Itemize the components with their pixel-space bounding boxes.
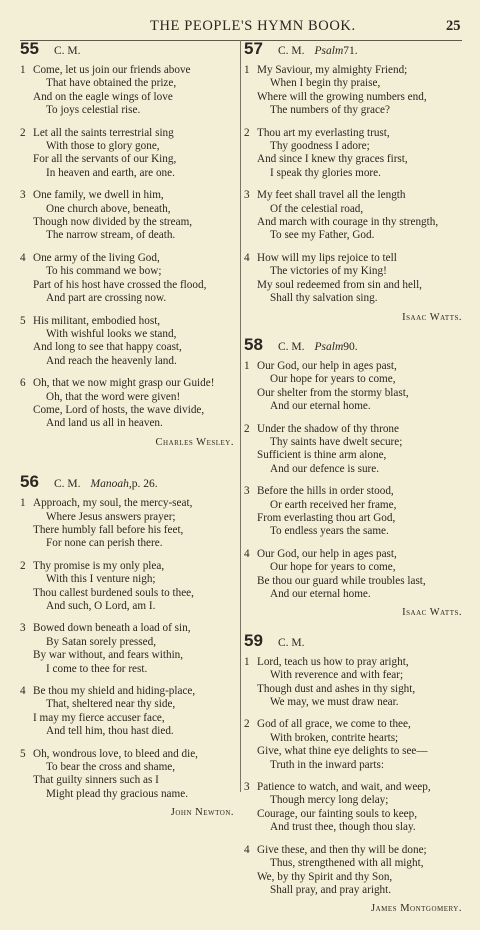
stanza-number: 3	[20, 189, 26, 202]
verse-line	[20, 774, 238, 787]
verse-line	[244, 423, 466, 436]
verse-line	[20, 140, 238, 153]
hymn-59	[244, 630, 466, 916]
verse-line	[20, 725, 238, 738]
verse-line	[244, 292, 466, 305]
verse-text: Though dust and ashes in thy sight,	[257, 682, 416, 695]
stanza	[244, 127, 466, 181]
stanza	[244, 718, 466, 772]
verse-text: Approach, my soul, the mercy-seat,	[33, 497, 193, 510]
verse-text: Oh, wondrous love, to bleed and die,	[33, 747, 198, 760]
hymn-55	[20, 39, 238, 449]
verse-text: One army of the living God,	[33, 251, 160, 264]
verse-text: By Satan sorely pressed,	[46, 635, 156, 648]
verse-text: Thou art my everlasting trust,	[257, 126, 390, 139]
verse-text: Oh, that the word were given!	[46, 390, 181, 403]
stanza-number: 4	[20, 685, 26, 698]
verse-line	[244, 575, 466, 588]
verse-text: My soul redeemed from sin and hell,	[257, 278, 422, 291]
verse-text: Our God, our help in ages past,	[257, 359, 397, 372]
verse-text: Under the shadow of thy throne	[257, 422, 399, 435]
verse-text: The victories of my King!	[270, 265, 387, 278]
hymn-heading	[20, 472, 238, 497]
verse-line	[244, 759, 466, 772]
stanza-number: 3	[244, 485, 250, 498]
stanza-number: 5	[20, 314, 26, 327]
verse-line	[20, 600, 238, 613]
verse-line	[20, 341, 238, 354]
verse-text: Come, let us join our friends above	[33, 64, 191, 76]
verse-text: Bowed down beneath a load of sin,	[33, 622, 191, 635]
verse-text: Our hope for years to come,	[270, 373, 396, 386]
verse-line	[20, 292, 238, 305]
hymn-tune-ref: 71.	[343, 45, 358, 57]
stanza	[20, 252, 238, 306]
verse-text: The numbers of thy grace?	[270, 104, 390, 117]
verse-line	[244, 77, 466, 90]
verse-text: That have obtained the prize,	[46, 77, 177, 90]
verse-text: Give, what thine eye delights to see—	[257, 745, 428, 758]
hymn-author: John Newton.	[170, 807, 234, 819]
verse-line	[20, 64, 238, 77]
stanza	[244, 360, 466, 414]
hymn-meter: C. M.	[278, 340, 305, 353]
verse-line	[20, 761, 238, 774]
verse-line	[20, 265, 238, 278]
verse-text: And since I knew thy graces first,	[257, 153, 408, 166]
hymn-tune: Psalm	[314, 340, 344, 353]
verse-line	[244, 561, 466, 574]
stanza	[20, 377, 238, 431]
verse-text: Our hope for years to come,	[270, 561, 396, 574]
verse-text: My feet shall travel all the length	[257, 189, 406, 202]
stanza	[20, 622, 238, 676]
verse-text: With those to glory gone,	[46, 140, 160, 153]
stanza	[20, 315, 238, 369]
hymn-meter: C. M.	[54, 45, 81, 57]
verse-text: One family, we dwell in him,	[33, 189, 164, 202]
column-divider	[240, 40, 241, 792]
stanza	[244, 844, 466, 898]
verse-text: And land us all in heaven.	[46, 417, 163, 430]
stanza	[20, 748, 238, 802]
verse-line	[244, 91, 466, 104]
hymn-number: 56	[20, 472, 39, 492]
verse-line	[20, 698, 238, 711]
stanza-number: 1	[244, 64, 250, 76]
verse-text: Shall thy salvation sing.	[270, 292, 378, 305]
stanza-number: 1	[20, 497, 26, 510]
verse-line	[244, 153, 466, 166]
verse-line	[20, 587, 238, 600]
verse-line	[20, 167, 238, 180]
verse-line	[244, 781, 466, 794]
verse-line	[244, 884, 466, 897]
verse-text: With broken, contrite hearts;	[270, 731, 399, 744]
verse-line	[244, 229, 466, 242]
verse-line	[244, 844, 466, 857]
hymn-tune-ref: 90.	[343, 340, 358, 353]
verse-line	[20, 537, 238, 550]
stanza	[244, 548, 466, 602]
verse-line	[244, 203, 466, 216]
stanza	[20, 497, 238, 551]
stanza	[244, 781, 466, 835]
verse-text: Patience to watch, and wait, and weep,	[257, 781, 431, 794]
hymn-author: Charles Wesley.	[155, 436, 234, 448]
verse-text: And march with courage in thy strength,	[257, 216, 439, 229]
verse-line	[20, 417, 238, 430]
verse-text: There humbly fall before his feet,	[33, 523, 184, 536]
verse-line	[20, 252, 238, 265]
verse-line	[244, 140, 466, 153]
verse-line	[20, 497, 238, 510]
verse-line	[20, 229, 238, 242]
stanza-number: 5	[20, 747, 26, 760]
verse-text: And our defence is sure.	[270, 462, 380, 475]
verse-line	[244, 588, 466, 601]
stanza-number: 2	[244, 126, 250, 139]
verse-text: That guilty sinners such as I	[33, 774, 159, 787]
verse-line	[20, 622, 238, 635]
stanza-number: 2	[244, 718, 250, 731]
hymn-tune: Psalm	[314, 45, 344, 57]
verse-text: Truth in the inward parts:	[270, 758, 384, 771]
verse-text: Thy promise is my only plea,	[33, 559, 165, 572]
verse-text: Thy goodness I adore;	[270, 140, 370, 153]
hymn-number: 57	[244, 39, 263, 58]
stanza	[244, 656, 466, 710]
verse-line	[20, 153, 238, 166]
stanza-number: 4	[244, 251, 250, 264]
verse-line	[20, 203, 238, 216]
stanza	[244, 252, 466, 306]
verse-line	[244, 499, 466, 512]
verse-line	[244, 387, 466, 400]
verse-text: By war without, and fears within,	[33, 649, 184, 662]
verse-line	[244, 821, 466, 834]
verse-line	[20, 404, 238, 417]
verse-text: Oh, that we now might grasp our Guide!	[33, 377, 215, 390]
stanza	[20, 560, 238, 614]
verse-text: And such, O Lord, am I.	[46, 600, 156, 612]
verse-line	[20, 391, 238, 404]
verse-line	[244, 436, 466, 449]
verse-line	[244, 127, 466, 140]
verse-text: And tell him, thou hast died.	[46, 725, 174, 738]
verse-text: And our eternal home.	[270, 588, 371, 600]
stanza	[244, 64, 466, 118]
hymn-tune: Manoah,	[90, 478, 132, 491]
verse-line	[244, 794, 466, 807]
verse-text: Be thou my shield and hiding-place,	[33, 685, 196, 698]
stanza-number: 1	[244, 359, 250, 372]
hymn-meter: C. M.	[278, 45, 305, 57]
verse-line	[244, 745, 466, 758]
stanza	[244, 485, 466, 539]
verse-text: One church above, beneath,	[46, 202, 171, 215]
verse-line	[244, 669, 466, 682]
verse-text: We may, we must draw near.	[270, 696, 399, 709]
hymn-heading	[20, 39, 238, 64]
verse-text: God of all grace, we come to thee,	[257, 718, 411, 731]
verse-text: That, sheltered near thy side,	[46, 698, 176, 711]
verse-line	[244, 696, 466, 709]
verse-line	[244, 360, 466, 373]
verse-line	[20, 748, 238, 761]
stanza	[244, 423, 466, 477]
verse-text: Shall pray, and pray aright.	[270, 883, 392, 896]
stanza	[20, 64, 238, 118]
verse-line	[244, 252, 466, 265]
stanza-number: 2	[20, 126, 26, 139]
verse-text: Let all the saints terrestrial sing	[33, 126, 174, 139]
stanza	[244, 189, 466, 243]
verse-text: With wishful looks we stand,	[46, 327, 177, 340]
verse-line	[20, 560, 238, 573]
verse-text: Though mercy long delay;	[270, 794, 389, 807]
verse-line	[244, 265, 466, 278]
hymn-heading	[244, 630, 466, 656]
verse-line	[244, 485, 466, 498]
page-number: 25	[446, 18, 461, 34]
verse-line	[244, 64, 466, 77]
verse-text: Come, Lord of hosts, the wave divide,	[33, 403, 205, 416]
stanza-number: 4	[244, 843, 250, 856]
page-header	[0, 18, 480, 38]
verse-text: I may my fierce accuser face,	[33, 711, 165, 724]
verse-line	[20, 189, 238, 202]
stanza-number: 3	[20, 622, 26, 635]
hymn-number: 58	[244, 334, 263, 354]
verse-line	[20, 91, 238, 104]
verse-line	[244, 167, 466, 180]
verse-text: For all the servants of our King,	[33, 153, 177, 166]
verse-text: Courage, our fainting souls to keep,	[257, 807, 418, 820]
hymn-56	[20, 472, 238, 820]
verse-line	[244, 732, 466, 745]
verse-line	[244, 400, 466, 413]
verse-text: With this I venture nigh;	[46, 573, 156, 586]
stanza-number: 1	[244, 655, 250, 668]
stanza	[20, 685, 238, 739]
verse-text: Where will the growing numbers end,	[257, 90, 427, 103]
stanza-number: 4	[244, 547, 250, 560]
verse-line	[20, 377, 238, 390]
verse-text: Give these, and then thy will be done;	[257, 843, 427, 856]
stanza-number: 2	[20, 559, 26, 572]
verse-text: Be thou our guard while troubles last,	[257, 574, 426, 587]
hymn-number: 55	[20, 39, 39, 58]
hymn-meter: C. M.	[54, 478, 81, 491]
verse-line	[244, 718, 466, 731]
verse-line	[244, 512, 466, 525]
verse-text: To joys celestial rise.	[46, 104, 141, 117]
verse-line	[20, 573, 238, 586]
verse-text: Thy saints have dwelt secure;	[270, 435, 403, 448]
verse-line	[244, 656, 466, 669]
verse-line	[20, 279, 238, 292]
stanza-number: 4	[20, 251, 26, 264]
verse-text: And reach the heavenly land.	[46, 354, 177, 367]
hymn-57	[244, 39, 466, 324]
verse-text: Sufficient is thine arm alone,	[257, 449, 387, 462]
verse-text: Of the celestial road,	[270, 202, 364, 215]
verse-line	[20, 315, 238, 328]
verse-line	[20, 328, 238, 341]
verse-line	[244, 104, 466, 117]
verse-text: Might plead thy gracious name.	[46, 787, 188, 800]
verse-line	[20, 524, 238, 537]
verse-line	[20, 685, 238, 698]
verse-text: Where Jesus answers prayer;	[46, 510, 176, 523]
verse-line	[244, 279, 466, 292]
verse-text: And part are crossing now.	[46, 292, 167, 305]
verse-line	[244, 216, 466, 229]
verse-text: With reverence and with fear;	[270, 669, 404, 682]
verse-line	[244, 525, 466, 538]
hymn-author: Isaac Watts.	[402, 311, 462, 323]
verse-text: To endless years the same.	[270, 525, 389, 538]
verse-line	[244, 871, 466, 884]
verse-line	[244, 548, 466, 561]
verse-text: Our God, our help in ages past,	[257, 547, 397, 560]
verse-line	[20, 355, 238, 368]
header-rule	[20, 40, 462, 41]
verse-line	[244, 463, 466, 476]
verse-text: To his command we bow;	[46, 265, 162, 278]
verse-text: Or earth received her frame,	[270, 498, 397, 511]
hymn-meter: C. M.	[278, 636, 305, 649]
verse-line	[20, 636, 238, 649]
stanza	[20, 189, 238, 243]
verse-text: Part of his host have crossed the flood,	[33, 278, 207, 291]
verse-line	[20, 649, 238, 662]
hymn-heading	[244, 39, 466, 64]
verse-text: How will my lips rejoice to tell	[257, 251, 397, 264]
verse-text: I come to thee for rest.	[46, 662, 148, 675]
hymn-58	[244, 334, 466, 620]
hymn-number: 59	[244, 630, 263, 650]
verse-text: We, by thy Spirit and thy Son,	[257, 870, 393, 883]
verse-text: Before the hills in order stood,	[257, 485, 394, 498]
verse-text: In heaven and earth, are one.	[46, 166, 175, 179]
verse-text: And our eternal home.	[270, 400, 371, 413]
verse-text: Though now divided by the stream,	[33, 216, 193, 229]
verse-text: For none can perish there.	[46, 537, 163, 550]
verse-text: When I begin thy praise,	[270, 77, 381, 90]
verse-text: I speak thy glories more.	[270, 166, 381, 179]
verse-line	[244, 189, 466, 202]
verse-text: To see my Father, God.	[270, 229, 375, 242]
hymn-author: James Montgomery.	[371, 903, 462, 915]
verse-text: From everlasting thou art God,	[257, 511, 396, 524]
verse-text: And on the eagle wings of love	[33, 90, 173, 103]
verse-line	[244, 449, 466, 462]
verse-line	[20, 216, 238, 229]
stanza-number: 6	[20, 377, 26, 390]
verse-line	[20, 511, 238, 524]
verse-text: And long to see that happy coast,	[33, 341, 182, 354]
verse-line	[20, 77, 238, 90]
verse-line	[244, 857, 466, 870]
verse-text: Lord, teach us how to pray aright,	[257, 655, 409, 668]
stanza-number: 3	[244, 189, 250, 202]
verse-text: The narrow stream, of death.	[46, 229, 176, 242]
stanza-number: 3	[244, 781, 250, 794]
verse-line	[20, 104, 238, 117]
verse-line	[20, 712, 238, 725]
verse-line	[20, 127, 238, 140]
stanza-number: 1	[20, 64, 26, 76]
verse-text: Thou callest burdened souls to thee,	[33, 586, 194, 599]
verse-line	[244, 373, 466, 386]
hymn-heading	[244, 334, 466, 360]
left-column	[20, 39, 238, 834]
hymn-author: Isaac Watts.	[402, 607, 462, 619]
verse-text: To bear the cross and shame,	[46, 761, 176, 774]
verse-text: Thus, strengthened with all might,	[270, 857, 424, 870]
verse-text: His militant, embodied host,	[33, 314, 161, 327]
stanza	[20, 127, 238, 181]
verse-line	[244, 683, 466, 696]
verse-line	[244, 808, 466, 821]
verse-line	[20, 788, 238, 801]
verse-line	[20, 663, 238, 676]
hymn-tune-ref: p. 26.	[131, 478, 158, 491]
verse-text: My Saviour, my almighty Friend;	[257, 64, 408, 76]
stanza-number: 2	[244, 422, 250, 435]
verse-text: Our shelter from the stormy blast,	[257, 386, 409, 399]
right-column	[244, 39, 466, 930]
running-title: THE PEOPLE'S HYMN BOOK.	[150, 18, 356, 34]
verse-text: And trust thee, though thou slay.	[270, 821, 416, 834]
